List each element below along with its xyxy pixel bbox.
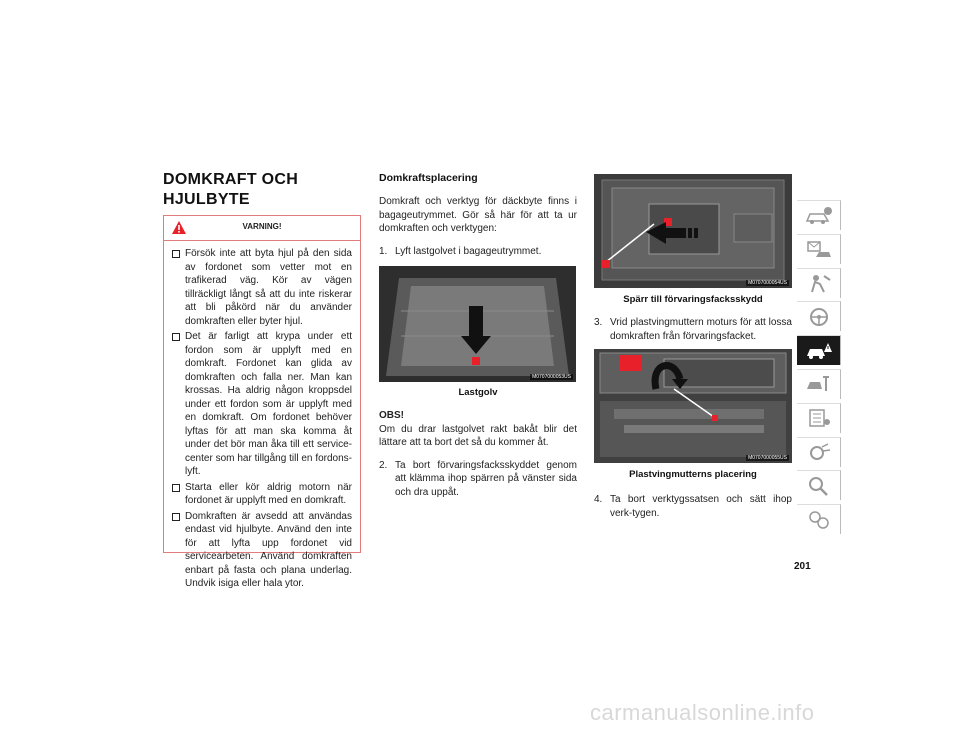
cargo-floor-illustration (379, 266, 576, 382)
wingnut-illustration (594, 349, 792, 463)
figure-code: M0707000053US (532, 374, 571, 380)
latch-marker (472, 357, 480, 365)
watermark: carmanualsonline.info (590, 700, 815, 725)
warning-header (164, 216, 360, 241)
step-text: Lyft lastgolvet i bagageutrymmet. (395, 245, 542, 257)
step-text: Vrid plastvingmuttern moturs för att lossa domkraften från förvaringsfacket. (610, 317, 792, 342)
tab-emergency[interactable] (797, 335, 841, 365)
warning-item-text: Starta eller kör aldrig motorn när fordonet är upplyft med en domkraft. (185, 481, 352, 506)
figure-storage-cover (594, 174, 792, 288)
tab-service[interactable] (797, 369, 841, 399)
tab-multimedia[interactable] (797, 437, 841, 467)
tab-car-info[interactable] (797, 200, 841, 230)
step-2 (379, 459, 577, 500)
chapter-tabs (797, 200, 841, 538)
checkbox-bullet-icon (172, 513, 180, 521)
checkbox-bullet-icon (172, 333, 180, 341)
figure-wingnut (594, 349, 792, 463)
warning-item-text: Det är farligt att krypa under ett fordon som är upplyft med en domkraft. Fordonet kan glida av domkraften och falla ner. Man kan krossas. Ha aldrig någon kroppsdel under ett fordon som är upplyft med en domkraft. Om fordonet behöver lyftas för att man ska komma åt under det bör man åka till ett service-center som har tillgång till en fordons-lyft. (185, 331, 352, 477)
warning-list (164, 241, 360, 591)
page-number: 201 (794, 561, 811, 572)
multimedia-icon (804, 441, 834, 463)
specs-list-icon (804, 407, 834, 429)
step-3 (594, 316, 792, 343)
step-number: 4. (594, 494, 603, 505)
language-icon (804, 509, 834, 531)
checkbox-bullet-icon (172, 250, 180, 258)
warning-item-text: Domkraften är avsedd att användas endast vid hjulbyte. Använd den inte för att lyfta upp fordonet vid servicearbeten. Använd domkraften enbart på fasta och plana underlag. Undvik isiga eller hala ytor. (185, 510, 352, 589)
tab-mail-car[interactable] (797, 234, 841, 264)
storage-cover-illustration (594, 174, 792, 288)
car-info-icon (804, 205, 834, 227)
placement-intro: Domkraft och verktyg för däckbyte finns i bagageutrymmet. Gör så här för att ta ur domkraften och verktygen: (379, 196, 577, 234)
figure-code: M0707000055US (748, 455, 787, 461)
safety-airbag-icon (804, 272, 834, 294)
warning-item (172, 481, 352, 508)
steps-column (594, 174, 792, 520)
mail-car-icon (804, 238, 834, 260)
tab-language[interactable] (797, 504, 841, 534)
warning-box (163, 215, 361, 589)
tab-steering[interactable] (797, 301, 841, 331)
tab-specs[interactable] (797, 403, 841, 433)
warning-item-text: Försök inte att byta hjul på den sida av fordonet som vetter mot en trafikerad väg. Kör av vägen tillräckligt långt så att du inte riskerar att bli påkörd när du använder domkraften eller byter hjul. (185, 248, 352, 327)
step-number: 3. (594, 317, 603, 328)
step-number: 1. (379, 245, 388, 257)
placement-column (379, 172, 577, 499)
warning-item (172, 247, 352, 328)
step-4 (594, 493, 792, 520)
step-1 (379, 245, 577, 259)
step-number: 2. (379, 459, 388, 471)
section-title: DOMKRAFT OCH HJULBYTE (163, 171, 299, 208)
step-text: Ta bort verktygssatsen och sätt ihop verk-tygen. (610, 494, 792, 519)
step-text: Ta bort förvaringsfacksskyddet genom att klämma ihop spärren på vänster sida och dra uppåt. (395, 459, 577, 498)
steering-wheel-icon (804, 306, 834, 328)
warning-title: VARNING! (242, 222, 282, 231)
warning-item (172, 510, 352, 591)
figure-caption: Spärr till förvaringsfacksskydd (623, 294, 763, 305)
warning-item (172, 330, 352, 479)
tab-search[interactable] (797, 470, 841, 500)
figure-cargo-floor (379, 266, 576, 382)
service-tools-icon (804, 373, 834, 395)
emergency-car-icon (804, 340, 834, 362)
wingnut-marker (620, 355, 642, 371)
search-index-icon (804, 475, 834, 497)
figure-code: M0707000054US (748, 280, 787, 286)
placement-heading: Domkraftsplacering (379, 172, 478, 184)
tab-safety[interactable] (797, 268, 841, 298)
figure-caption: Plastvingmutterns placering (629, 469, 757, 480)
figure-caption: Lastgolv (458, 387, 498, 398)
note-text: Om du drar lastgolvet rakt bakåt blir det lättare att ta bort det så du kommer åt. (379, 423, 577, 448)
note-label: OBS! (379, 410, 404, 421)
checkbox-bullet-icon (172, 484, 180, 492)
